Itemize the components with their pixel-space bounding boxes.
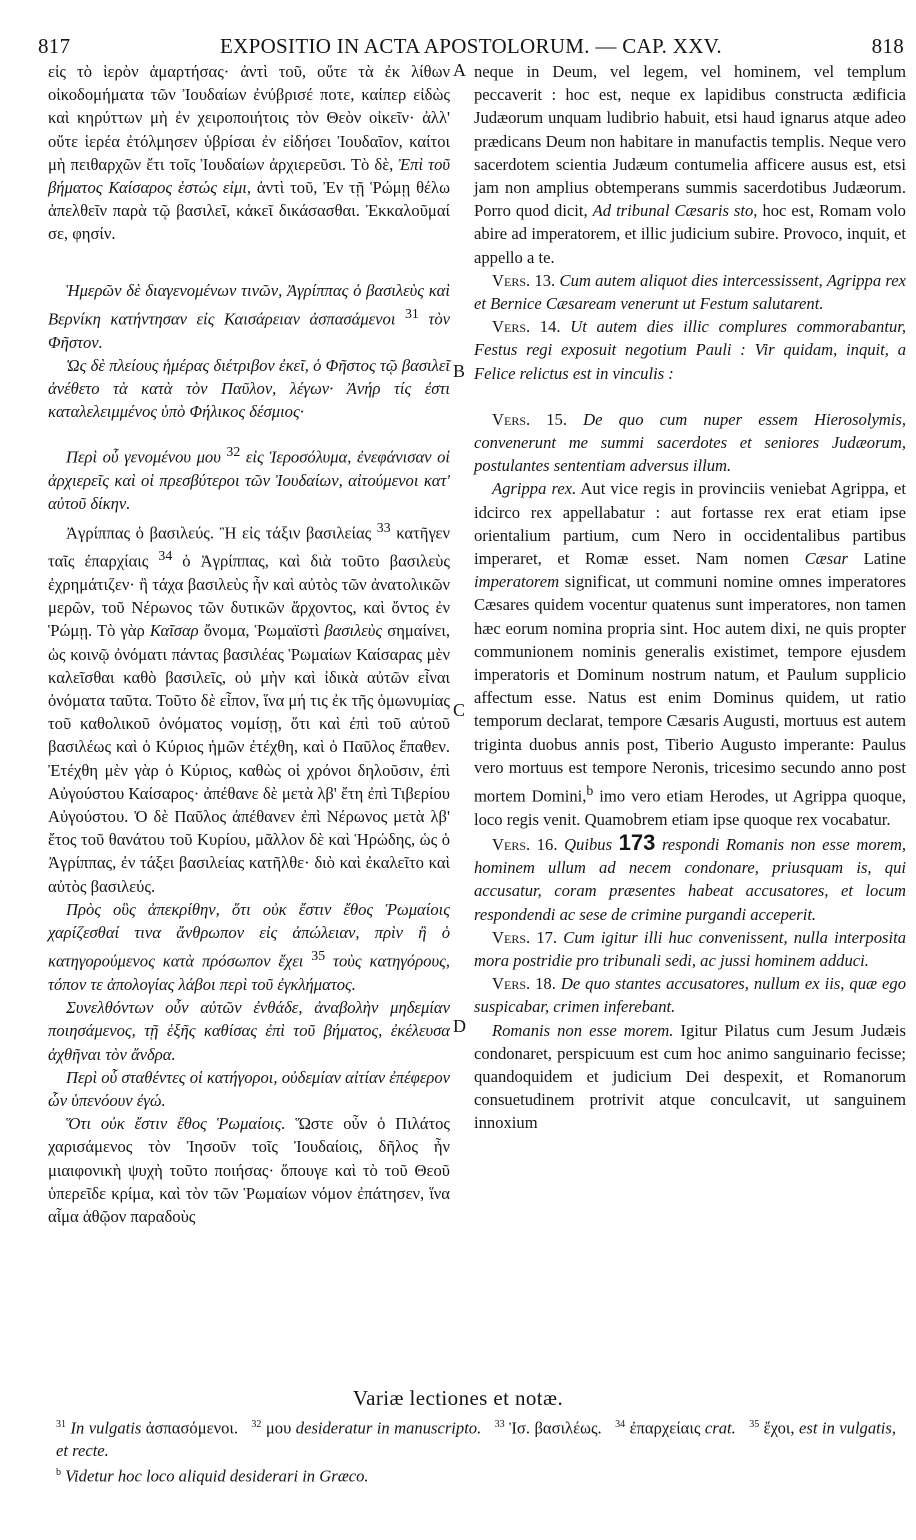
greek-verse-14: Ὡς δὲ πλείους ἡμέρας διέτριβον ἐκεῖ, ὁ Φῆστος τῷ βασιλεῖ ἀνέθετο τὰ κατὰ τὸν Παῦλον, λέγων· Ἀνήρ τίς ἐστι καταλελειμμένος ὑπὸ Φήλικος δέσμιος· (48, 355, 450, 422)
latin-verse-16: Vers. 16. Quibus 173 respondi Romanis non esse morem, hominem ullum ad necem condonare, priusquam is, qui accusatur, coram præsentes habeat accusatores, et locum respondendi ac sese de crimine purgandi acceperit. (474, 830, 906, 924)
greek-commentary-agrippa: Ἀγρίππας ὁ βασιλεύς. Ἢ εἰς τάξιν βασιλείας $^{33}$ κατῆγεν ταῖς ἐπαρχίαις $^{34}$ ὁ Ἀγρίππας, καὶ διὰ τοῦτο βασιλεὺς ἐχρημάτιζεν· ἢ τάχα βασιλεὺς ἦν καὶ αὐτὸς τῶν ἀνατολικῶν μερῶν, τοῦ Νέρωνος τῶν δυτικῶν ἄρχοντος, καὶ ὄντος ἐν Ῥώμῃ. Τὸ γὰρ Καῖσαρ ὄνομα, Ῥωμαϊστὶ βασιλεὺς σημαίνει, ὡς κοινῷ ὀνόματι πάντας βασιλέας Ῥωμαίων Καίσαρας μὲν καλεῖσθαι καθὸ βασιλεῖς, οὐ μὴν καὶ ἰδικὰ αὐτῶν εἶναι ὀνόματα ταῦτα. Τοῦτο δὲ εἶπον, ἵνα μή τις ἐκ τῆς ὁμωνυμίας τοῦ καθολικοῦ ὀνόματος νομίσῃ, ὅτι καὶ ἐπὶ τοῦ αὐτοῦ βασιλέως καὶ ὁ Κύριος ἡμῶν ἐτέχθη, καὶ ὁ Παῦλος ἔπαθεν. Ἐτέχθη μὲν γὰρ ὁ Κύριος, καθὼς οἱ χρόνοι δηλοῦσιν, ἐπὶ Αὐγούστου Καίσαρος· ἀπέθανε δὲ μετὰ λβ' ἔτη ἐπὶ Τιβερίου Αὐγούστου. Ὁ δὲ Παῦλος ἀπέθανεν ἐπὶ Νέρωνος μετὰ λβ' ἔτος τοῦ θανάτου τοῦ Κυρίου, μᾶλλον δὲ καὶ Ἡρώδης, ὡς ὁ Ἀγρίππας, ἐν τάξει βασιλείας κατῆλθε· διὸ καὶ ἐκαλεῖτο καὶ αὐτὸς βασιλεύς. (48, 519, 451, 896)
running-header (38, 34, 904, 60)
page-number-right: 818 (871, 34, 904, 58)
latin-verse-17: Vers. 17. Cum igitur illi huc convenissent, nulla interposita mora postridie pro tribunali sedi, ac jussi hominem adduci. (474, 927, 907, 971)
greek-verse-15: Περὶ οὗ γενομένου μου $^{32}$ εἰς Ἱεροσόλυμα, ἐνεφάνισαν οἱ ἀρχιερεῖς καὶ οἱ πρεσβύτεροι τῶν Ἰουδαίων, αἰτούμενοι κατ' αὐτοῦ δίκην. (48, 444, 451, 514)
running-title: EXPOSITIO IN ACTA APOSTOLORUM. — CAP. XXV. (220, 34, 722, 58)
latin-verse-18: Vers. 18. De quo stantes accusatores, nullum ex iis, quæ ego suspicabar, crimen inferebant. (474, 974, 907, 1017)
greek-verse-16: Πρὸς οὓς ἀπεκρίθην, ὅτι οὐκ ἔστιν ἔθος Ῥωμαίοις χαρίζεσθαί τινα ἄνθρωπον εἰς ἀπώλειαν, πρὶν ἢ ὁ κατηγορούμενος κατὰ πρόσωπον ἔχει $^{35}$ τοὺς κατηγόρους, τόπον τε ἀπολογίας λάβοι περὶ τοῦ ἐγκλήματος. (48, 899, 450, 994)
greek-verse-18: Περὶ οὗ σταθέντες οἱ κατήγοροι, οὐδεμίαν αἰτίαν ἐπέφερον ὧν ὑπενόουν ἐγώ. (48, 1067, 450, 1110)
column-number: 173 (618, 830, 656, 856)
section-marker-a: A (453, 60, 466, 80)
latin-paragraph: neque in Deum, vel legem, vel hominem, vel templum peccaverit : hoc est, neque ex lapidibus constructa ædificia Judæorum unquam ludibrio habuit, etsi haud ignarus atque adeo prædicans Deum non habitare in manufactis templis. Neque vero sacerdotem scientia Judæum contumelia afficere ausus est, etsi jam non amplius obtemperans summis sacerdotibus Judæorum. Porro quod dicit, Ad tribunal Cæsaris sto, hoc est, Romam volo abire ad imperatorem, et illic judicium subire. Provoco, inquit, et appello a te. (474, 62, 906, 267)
greek-verse-13: Ἡμερῶν δὲ διαγενομένων τινῶν, Ἀγρίππας ὁ βασιλεὺς καὶ Βερνίκη κατήντησαν εἰς Καισάρειαν ἀσπασάμενοι $^{31}$ τὸν Φῆστον. (48, 280, 450, 352)
notes-line: $^{31}$ In vulgatis ἀσπασόμενοι. $^{32}$ μου desideratur in manuscripto. $^{33}$ Ἰσ. βασιλέως. $^{34}$ ἐπαρχείαις crat. $^{35}$ ἔχοι, est in vulgatis, et recte. (56, 1418, 896, 1460)
greek-paragraph: εἰς τὸ ἱερὸν ἁμαρτήσας· ἀντὶ τοῦ, οὔτε τὰ ἐκ λίθων οἰκοδομήματα τῶν Ἰουδαίων ἐνύβρισέ ποτε, καίπερ εἰδὼς καὶ κηρύττων μὴ ἐν χειροποιήτοις τὸν Θεὸν οἰκεῖν· ἀλλ' οὔτε ἱερέα ἐτόλμησεν ὑβρίσαι ἐν εἰδήσει Ἰουδαῖον, καίτοι μὴ πειθαρχῶν ἔτι τοῖς Ἰουδαίων ἀρχιερεῦσι. Τὸ δὲ, Ἐπὶ τοῦ βήματος Καίσαρος ἑστώς εἰμι, ἀντὶ τοῦ, Ἐν τῇ Ῥώμῃ θέλω ἀπελθεῖν παρὰ τῷ βασιλεῖ, κἀκεῖ δικάσασθαι. Ἐκκαλοῦμαί σε, φησίν. (48, 62, 450, 244)
latin-verse-15: Vers. 15. De quo cum nuper essem Hierosolymis, convenerunt me summi sacerdotes et seniores Judæorum, postulantes sententiam adversus illum. (474, 409, 907, 476)
page-number-left: 817 (38, 34, 71, 58)
latin-verse-14: Vers. 14. Ut autem dies illic complures commorabantur, Festus regi exposuit negotium Pauli : Vir quidam, inquit, a Felice relictus est in vinculis : (474, 317, 907, 383)
latin-commentary-romans: Romanis non esse morem. Igitur Pilatus cum Jesum Judæis condonaret, perspicuum est cum hoc animo sanguinario fecisse; quandoquidem et judicium Dei despexit, et Romanorum consuetudinem protrivit atque conculcavit, ut sanguinem innoxium (474, 1020, 906, 1133)
latin-commentary-agrippa: Agrippa rex. Aut vice regis in provinciis veniebat Agrippa, et idcirco rex appellabatur : aut fortasse rex erat etiam ipse orientalium partium, cum Nero in occidentalibus partibus imperaret, et Romæ esset. Nam nomen Cæsar Latine imperatorem significat, ut communi nomine omnes imperatores Cæsares quidem vocentur quatenus sunt imperatores, non tamen hæc eorum nomina propria sint. Hoc autem dixi, ne quis propter communionem nominis generalis existimet, tempore ejusdem imperatoris et Dominum nostrum natum, et Paulum supplicio affectum esse. Natus est enim Dominus quidem, ut ratio temporum declarat, tempore Cæsaris Augusti, mortuus est autem triginta duobus annis post, Tiberio Augusto imperante: Paulus vero mortuus est tempore Neronis, tricesimo secundo anno post mortem Domini,$^b$ imo vero etiam Herodes, ut Agrippa quoque, loco regis venit. Quamobrem etiam ipse quoque rex vocabatur. (474, 479, 907, 829)
greek-verse-17: Συνελθόντων οὖν αὐτῶν ἐνθάδε, ἀναβολὴν μηδεμίαν ποιησάμενος, τῇ ἑξῆς καθίσας ἐπὶ τοῦ βήματος, ἐκέλευσα ἀχθῆναι τὸν ἄνδρα. (48, 998, 450, 1064)
section-marker-d: D (453, 1016, 466, 1036)
latin-verse-13: Vers. 13. Cum autem aliquot dies intercessissent, Agrippa rex et Bernice Cæsaream venerunt ut Festum salutarent. (474, 270, 906, 314)
section-marker-c: C (453, 700, 466, 720)
notes-heading: Variæ lectiones et notæ. (352, 1386, 564, 1410)
section-marker-b: B (453, 361, 466, 381)
notes-line: $^b$ Videtur hoc loco aliquid desiderari in Græco. (56, 1466, 369, 1486)
greek-commentary-romans: Ὅτι οὐκ ἔστιν ἔθος Ῥωμαίοις. Ὥστε οὖν ὁ Πιλάτος χαρισάμενος τὸν Ἰησοῦν τοῖς Ἰουδαίοις, δῆλος ἦν μιαιφονικὴ ψυχὴ τοῦτο ποιήσας· ὅπουγε καὶ τὸ τοῦ Θεοῦ ὑπερεῖδε κρίμα, καὶ τὸν τῶν Ῥωμαίων νόμον ἐπάτησεν, ἵνα αἷμα ἀθῷον παραδοὺς (48, 1114, 450, 1226)
latin-column (474, 60, 906, 1135)
greek-column (48, 60, 450, 1228)
notes-section (56, 1414, 896, 1487)
